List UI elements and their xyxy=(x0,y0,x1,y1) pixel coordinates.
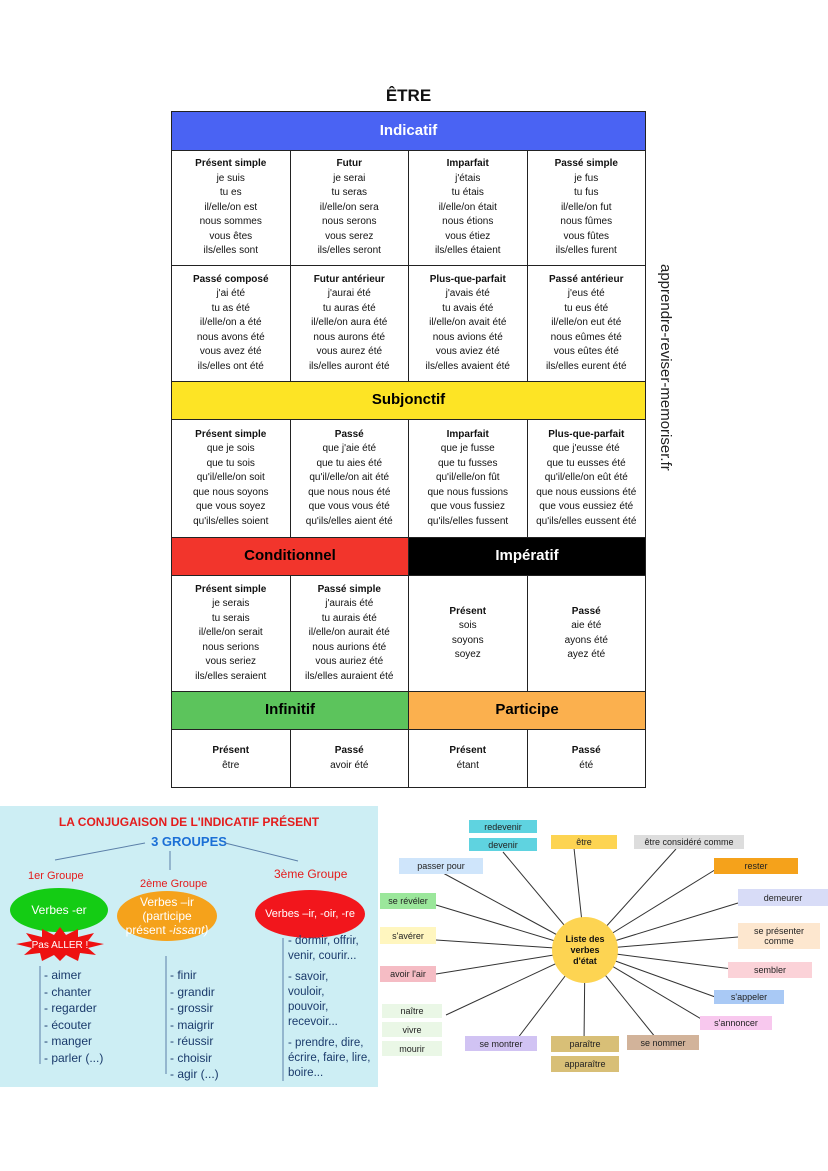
tense-name: Présent simple xyxy=(195,583,267,595)
conjugation-line: il/elle/on serait xyxy=(198,627,263,639)
state-verb-box: s'annoncer xyxy=(700,1016,772,1030)
state-verb-box: vivre xyxy=(382,1022,442,1037)
conjugation-line: qu'il/elle/on eût été xyxy=(544,472,628,484)
state-verb-box: être xyxy=(551,835,617,849)
indicatif-header: Indicatif xyxy=(172,112,646,151)
conjugation-line: tu avais été xyxy=(442,302,494,314)
conjugation-line: nous serons xyxy=(322,216,377,228)
conjugation-line: il/elle/on a été xyxy=(199,317,262,329)
state-verb-box: rester xyxy=(714,858,798,874)
conjugation-line: que je fusse xyxy=(440,443,495,455)
conjugation-line: vous auriez été xyxy=(315,656,384,668)
group-2-oval: Verbes –ir (participe présent -issant) xyxy=(117,891,217,941)
conjugation-line: soyez xyxy=(454,649,481,660)
tense-name: Passé simple xyxy=(554,158,618,170)
conjugation-line: ayons été xyxy=(564,634,608,646)
tense-name: Présent simple xyxy=(195,158,267,170)
participe-header: Participe xyxy=(409,692,646,730)
conjugation-line: nous aurons été xyxy=(313,331,386,343)
conjugation-line: que tu fusses xyxy=(438,457,498,469)
verb-item: - savoir, xyxy=(288,971,329,983)
conjugation-line: qu'ils/elles aient été xyxy=(305,515,393,527)
conjugation-line: que vous vous été xyxy=(308,501,390,513)
conjugation-line: que vous soyez xyxy=(196,501,266,513)
conjugation-line: il/elle/on eut été xyxy=(551,317,622,329)
state-verb-box: se montrer xyxy=(465,1036,537,1051)
state-verb-box: mourir xyxy=(382,1041,442,1056)
state-verb-box: paraître xyxy=(551,1036,619,1052)
verb-item: - écouter xyxy=(44,1017,92,1032)
verb-item: - manger xyxy=(44,1034,93,1048)
state-verb-box: avoir l'air xyxy=(380,966,436,982)
conjugation-line: tu seras xyxy=(331,187,368,199)
conjugation-line: être xyxy=(222,759,240,771)
conjugation-line: tu auras été xyxy=(322,302,376,314)
conjugation-line: ayez été xyxy=(567,649,606,660)
conjugation-line: que vous eussiez été xyxy=(539,501,634,513)
conjugation-line: que nous fussions xyxy=(427,486,509,498)
conjugation-line: nous sommes xyxy=(199,216,262,228)
state-verb-box: demeurer xyxy=(738,889,828,906)
conjugation-line: qu'ils/elles eussent été xyxy=(536,515,637,527)
conjugation-line: sois xyxy=(458,620,477,631)
tense-name: Présent xyxy=(449,745,487,756)
conjugation-line: ils/elles furent xyxy=(555,245,617,257)
conjugation-line: je serais xyxy=(212,598,250,610)
verb-item: venir, courir... xyxy=(288,950,357,962)
verb-item: - grossir xyxy=(170,1001,214,1015)
subjonctif-header: Subjonctif xyxy=(172,382,646,420)
conjugation-line: que nous soyons xyxy=(192,486,269,498)
svg-text:Pas ALLER !: Pas ALLER ! xyxy=(31,940,89,951)
conjugation-line: qu'ils/elles fussent xyxy=(427,515,509,527)
conjugation-line: tu étais xyxy=(451,187,484,199)
verb-item: - maigrir xyxy=(170,1017,214,1032)
conjugation-line: tu es xyxy=(219,187,242,199)
conjugation-line: il/elle/on avait été xyxy=(429,317,507,329)
verb-item: - dormir, offrir, xyxy=(288,935,359,947)
conjugation-line: j'ai été xyxy=(216,288,246,300)
verb-item: boire... xyxy=(288,1067,324,1079)
verb-item: - choisir xyxy=(170,1050,213,1065)
conjugation-line: ils/elles seront xyxy=(317,245,381,257)
conjugation-line: nous avions été xyxy=(432,331,503,343)
conjugation-line: qu'ils/elles soient xyxy=(193,515,269,527)
state-verb-box: redevenir xyxy=(469,820,537,833)
conjugation-line: vous êtes xyxy=(209,230,253,242)
conjugation-line: ils/elles ont été xyxy=(197,360,264,372)
conjugation-line: tu fus xyxy=(574,187,599,199)
conjugation-line: tu aurais été xyxy=(321,612,377,624)
conjugation-line: je suis xyxy=(216,172,245,184)
state-verb-box: s'avérer xyxy=(380,927,436,944)
conjugation-line: ils/elles seraient xyxy=(195,670,267,682)
tense-name: Passé xyxy=(334,428,364,440)
verb-item: pouvoir, xyxy=(288,1001,329,1013)
center-bubble: Liste des verbes d'état xyxy=(552,917,618,983)
conjugation-line: il/elle/on était xyxy=(438,201,497,213)
verb-item: vouloir, xyxy=(288,986,325,998)
conjugation-line: nous avons été xyxy=(196,331,265,343)
conjugation-line: nous serions xyxy=(202,641,260,653)
state-verb-box: devenir xyxy=(469,838,537,851)
conjugation-line: étant xyxy=(456,759,479,771)
verb-item: - grandir xyxy=(170,984,215,999)
conjugation-line: que tu aies été xyxy=(316,457,383,469)
conjugation-line: tu eus été xyxy=(564,302,609,314)
state-verb-box: se révéler xyxy=(380,893,436,909)
verb-item: - agir (...) xyxy=(170,1067,219,1081)
conjugation-line: que vous fussiez xyxy=(430,501,505,513)
conjugation-line: vous fûtes xyxy=(563,230,610,242)
tense-name: Présent xyxy=(449,605,487,617)
conjugation-line: vous aviez été xyxy=(435,346,500,358)
group-1-oval: Verbes -er xyxy=(10,888,108,932)
tense-name: Présent xyxy=(212,745,250,756)
conjugation-line: que tu sois xyxy=(206,457,255,469)
conjugation-line: vous avez été xyxy=(199,346,262,358)
group-3-heading: 3ème Groupe xyxy=(274,867,348,881)
conjugation-line: vous eûtes été xyxy=(553,346,619,358)
conjugation-line: nous étions xyxy=(442,216,494,228)
conjugation-line: il/elle/on fut xyxy=(560,201,612,213)
tense-name: Futur antérieur xyxy=(313,273,385,285)
tense-name: Imparfait xyxy=(446,158,489,170)
verb-item: - regarder xyxy=(44,1001,97,1015)
conjugation-line: il/elle/on aura été xyxy=(311,317,388,329)
conjugation-line: vous aurez été xyxy=(316,346,383,358)
conjugation-line: que j'aie été xyxy=(322,443,377,455)
verb-item: recevoir... xyxy=(288,1016,338,1028)
group-1-heading: 1er Groupe xyxy=(28,870,84,882)
tense-name: Plus-que-parfait xyxy=(548,428,625,440)
conjugation-line: qu'il/elle/on ait été xyxy=(309,472,390,484)
conjugation-line: été xyxy=(579,759,594,771)
conjugation-line: j'avais été xyxy=(445,288,490,300)
imperatif-header: Impératif xyxy=(409,538,646,576)
conjugation-line: j'aurai été xyxy=(327,288,371,300)
conjugation-line: j'étais xyxy=(455,172,481,184)
verb-item: - chanter xyxy=(44,984,92,999)
conjugation-line: ils/elles étaient xyxy=(434,245,501,257)
conjugation-line: que nous eussions été xyxy=(536,486,637,498)
website-watermark: apprendre-reviser-memoriser.fr xyxy=(657,264,674,471)
conjugation-line: il/elle/on est xyxy=(204,201,258,213)
conjugation-line: il/elle/on sera xyxy=(319,201,379,213)
tense-name: Futur xyxy=(336,158,363,170)
state-verb-box: apparaître xyxy=(551,1056,619,1072)
conjugation-line: aie été xyxy=(571,620,602,631)
state-verb-box: se présenter comme xyxy=(738,923,820,949)
tense-name: Présent simple xyxy=(195,428,267,440)
tense-name: Passé xyxy=(571,745,601,756)
groups-title: LA CONJUGAISON DE L'INDICATIF PRÉSENT xyxy=(58,815,320,829)
verb-item: écrire, faire, lire, xyxy=(288,1052,371,1064)
conjugation-line: nous aurions été xyxy=(312,641,387,653)
verb-item: - finir xyxy=(170,968,197,982)
group-2-heading: 2ème Groupe xyxy=(140,878,208,890)
conjugation-line: qu'il/elle/on fût xyxy=(435,472,500,484)
conjugation-line: que tu eusses été xyxy=(546,457,626,469)
conjugation-line: vous étiez xyxy=(445,230,491,242)
conjugation-line: ils/elles auraient été xyxy=(305,670,394,682)
conjugation-line: nous eûmes été xyxy=(550,331,622,343)
verb-item: - réussir xyxy=(170,1034,214,1048)
conjugation-line: j'aurais été xyxy=(325,598,374,610)
infinitif-header: Infinitif xyxy=(172,692,409,730)
conjugation-line: que j'eusse été xyxy=(552,443,620,455)
conjugation-line: soyons xyxy=(451,634,484,646)
tense-name: Passé simple xyxy=(317,583,381,595)
tense-name: Imparfait xyxy=(446,428,489,440)
conjugation-line: ils/elles avaient été xyxy=(425,360,510,372)
conjugation-line: nous fûmes xyxy=(560,216,613,228)
state-verb-box: se nommer xyxy=(627,1035,699,1050)
tense-name: Passé antérieur xyxy=(549,273,624,285)
state-verb-box: être considéré comme xyxy=(634,835,744,849)
verb-item: - prendre, dire, xyxy=(288,1037,364,1049)
conjugation-line: ils/elles auront été xyxy=(308,360,390,372)
conjugation-line: tu serais xyxy=(211,612,250,624)
tense-name: Passé xyxy=(571,605,601,617)
state-verb-box: passer pour xyxy=(399,858,483,874)
conjugation-line: ils/elles eurent été xyxy=(545,360,627,372)
conjugation-line: vous seriez xyxy=(205,656,257,668)
verb-item: - parler (...) xyxy=(44,1050,104,1065)
conjugation-line: tu as été xyxy=(211,302,250,314)
page-title: ÊTRE xyxy=(385,86,432,105)
conjugation-line: que je sois xyxy=(206,443,255,455)
tense-name: Plus-que-parfait xyxy=(429,273,506,285)
conjugation-line: avoir été xyxy=(330,759,369,771)
conjugation-line: que nous nous été xyxy=(308,486,391,498)
conjugation-line: qu'il/elle/on soit xyxy=(196,472,265,484)
groups-subtitle: 3 GROUPES xyxy=(151,834,227,849)
conjugation-line: je serai xyxy=(333,172,366,184)
conjugation-line: ils/elles sont xyxy=(203,245,258,257)
verb-item: - aimer xyxy=(44,968,82,982)
conjugation-line: j'eus été xyxy=(567,288,605,300)
state-verb-box: sembler xyxy=(728,962,812,978)
tense-name: Passé composé xyxy=(192,273,269,285)
tense-name: Passé xyxy=(334,745,364,756)
state-verb-box: s'appeler xyxy=(714,990,784,1004)
conjugation-line: il/elle/on aurait été xyxy=(308,627,390,639)
conjugation-line: je fus xyxy=(574,172,599,184)
conditionnel-header: Conditionnel xyxy=(172,538,409,576)
state-verb-box: naître xyxy=(382,1004,442,1018)
group-3-oval: Verbes –ir, -oir, -re xyxy=(255,890,365,938)
conjugation-line: vous serez xyxy=(325,230,374,242)
